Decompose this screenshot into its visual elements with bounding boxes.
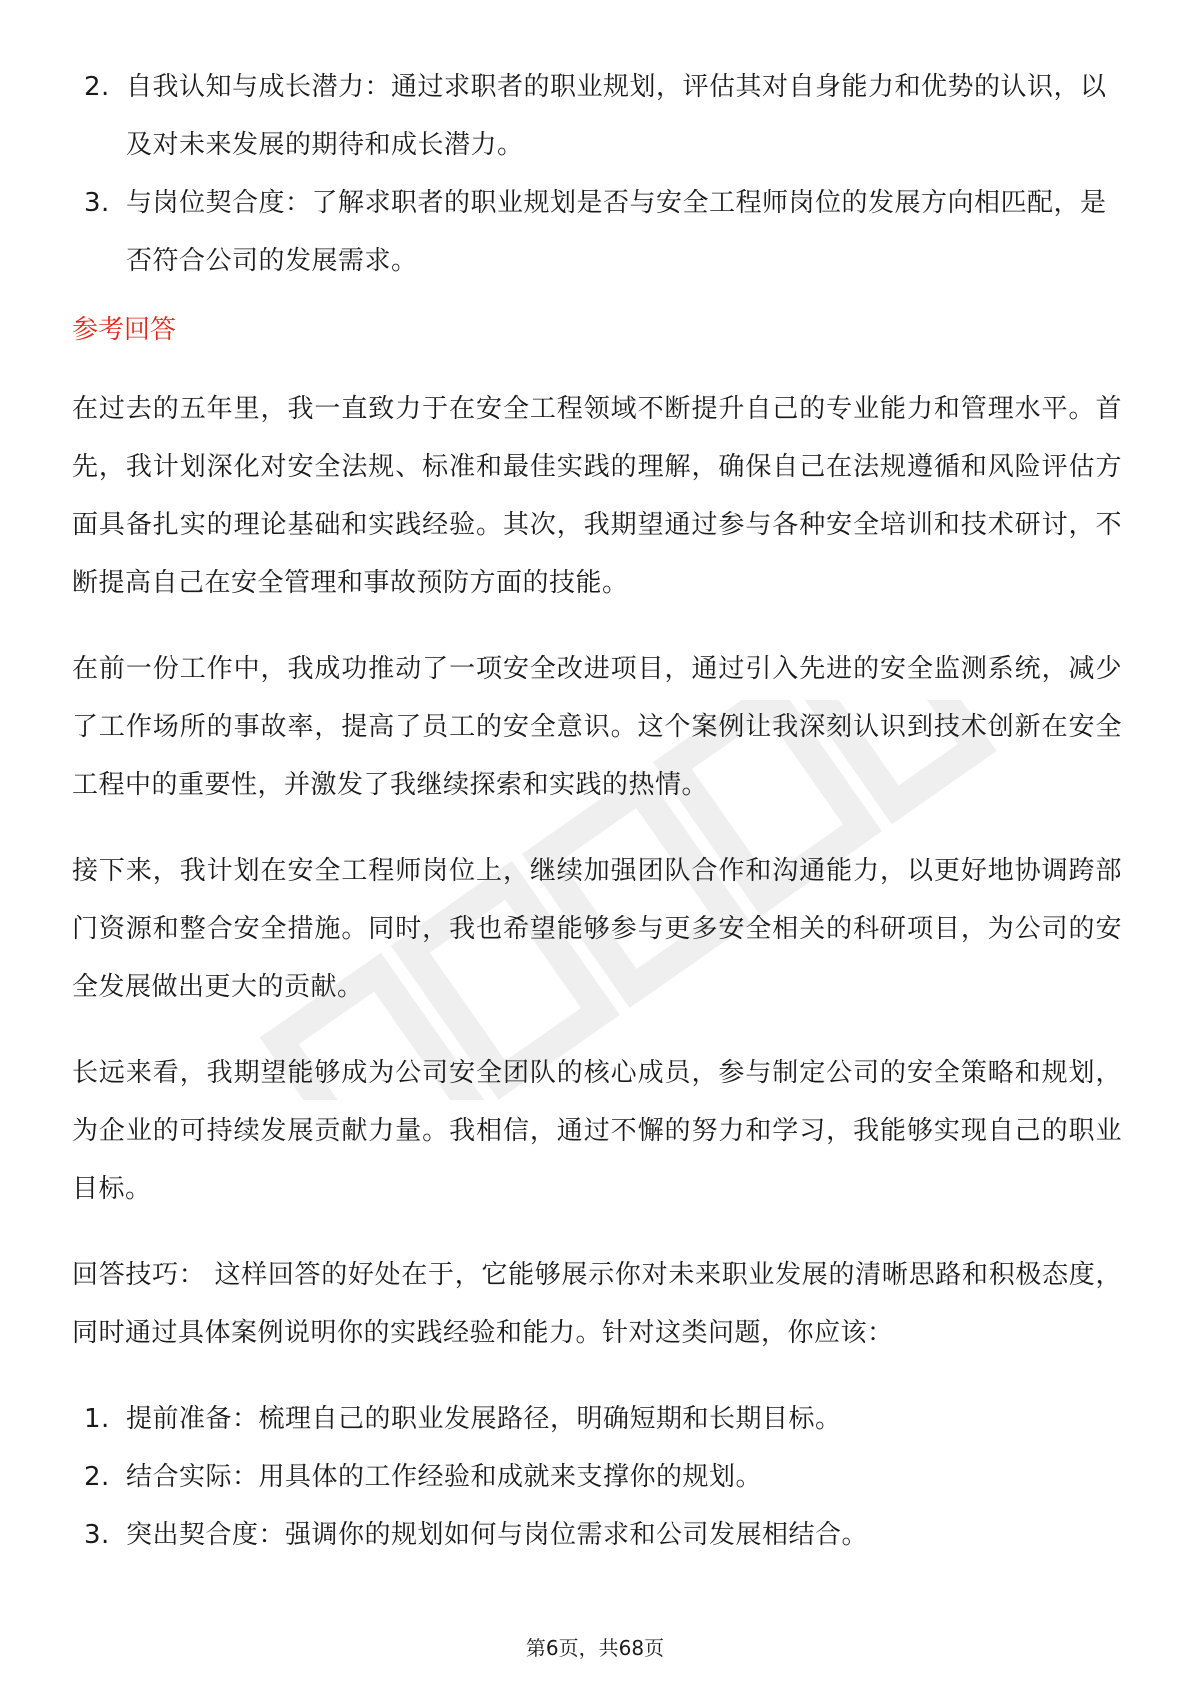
- intro-list: [72, 58, 1122, 290]
- paragraph: 接下来，我计划在安全工程师岗位上，继续加强团队合作和沟通能力，以更好地协调跨部门资源和整合安全措施。同时，我也希望能够参与更多安全相关的科研项目，为公司的安全发展做出更大的贡献。: [72, 856, 1122, 1002]
- section-heading: 参考回答: [72, 315, 177, 345]
- paragraph: 长远来看，我期望能够成为公司安全团队的核心成员，参与制定公司的安全策略和规划，为企业的可持续发展贡献力量。我相信，通过不懈的努力和学习，我能够实现自己的职业目标。: [72, 1058, 1122, 1204]
- list-item: [72, 58, 1122, 174]
- list-number: 2.: [84, 72, 110, 102]
- list-text: 结合实际：用具体的工作经验和成就来支撑你的规划。: [126, 1462, 763, 1492]
- list-number: 1.: [84, 1404, 110, 1434]
- list-item: [72, 1506, 1122, 1564]
- list-item: [72, 1390, 1122, 1448]
- page-footer: 第6页，共68页: [525, 1636, 665, 1660]
- list-text: 与岗位契合度：了解求职者的职业规划是否与安全工程师岗位的发展方向相匹配，是否符合公司的发展需求。: [126, 188, 1107, 276]
- list-text: 提前准备：梳理自己的职业发展路径，明确短期和长期目标。: [126, 1404, 842, 1434]
- content-area: [72, 58, 1122, 1564]
- paragraph: 在前一份工作中，我成功推动了一项安全改进项目，通过引入先进的安全监测系统，减少了工作场所的事故率，提高了员工的安全意识。这个案例让我深刻认识到技术创新在安全工程中的重要性，并激发了我继续探索和实践的热情。: [72, 654, 1122, 800]
- list-number: 3.: [84, 1520, 110, 1550]
- list-item: [72, 174, 1122, 290]
- paragraph: 在过去的五年里，我一直致力于在安全工程领域不断提升自己的专业能力和管理水平。首先，我计划深化对安全法规、标准和最佳实践的理解，确保自己在法规遵循和风险评估方面具备扎实的理论基础和实践经验。其次，我期望通过参与各种安全培训和技术研讨，不断提高自己在安全管理和事故预防方面的技能。: [72, 394, 1122, 598]
- list-number: 2.: [84, 1462, 110, 1492]
- list-text: 突出契合度：强调你的规划如何与岗位需求和公司发展相结合。: [126, 1520, 869, 1550]
- list-text: 自我认知与成长潜力：通过求职者的职业规划，评估其对自身能力和优势的认识，以及对未来发展的期待和成长潜力。: [126, 72, 1107, 160]
- list-number: 3.: [84, 188, 110, 218]
- list-item: [72, 1448, 1122, 1506]
- tips-list: [72, 1390, 1122, 1564]
- tips-paragraph: 回答技巧： 这样回答的好处在于，它能够展示你对未来职业发展的清晰思路和积极态度，同时通过具体案例说明你的实践经验和能力。针对这类问题，你应该：: [72, 1260, 1122, 1348]
